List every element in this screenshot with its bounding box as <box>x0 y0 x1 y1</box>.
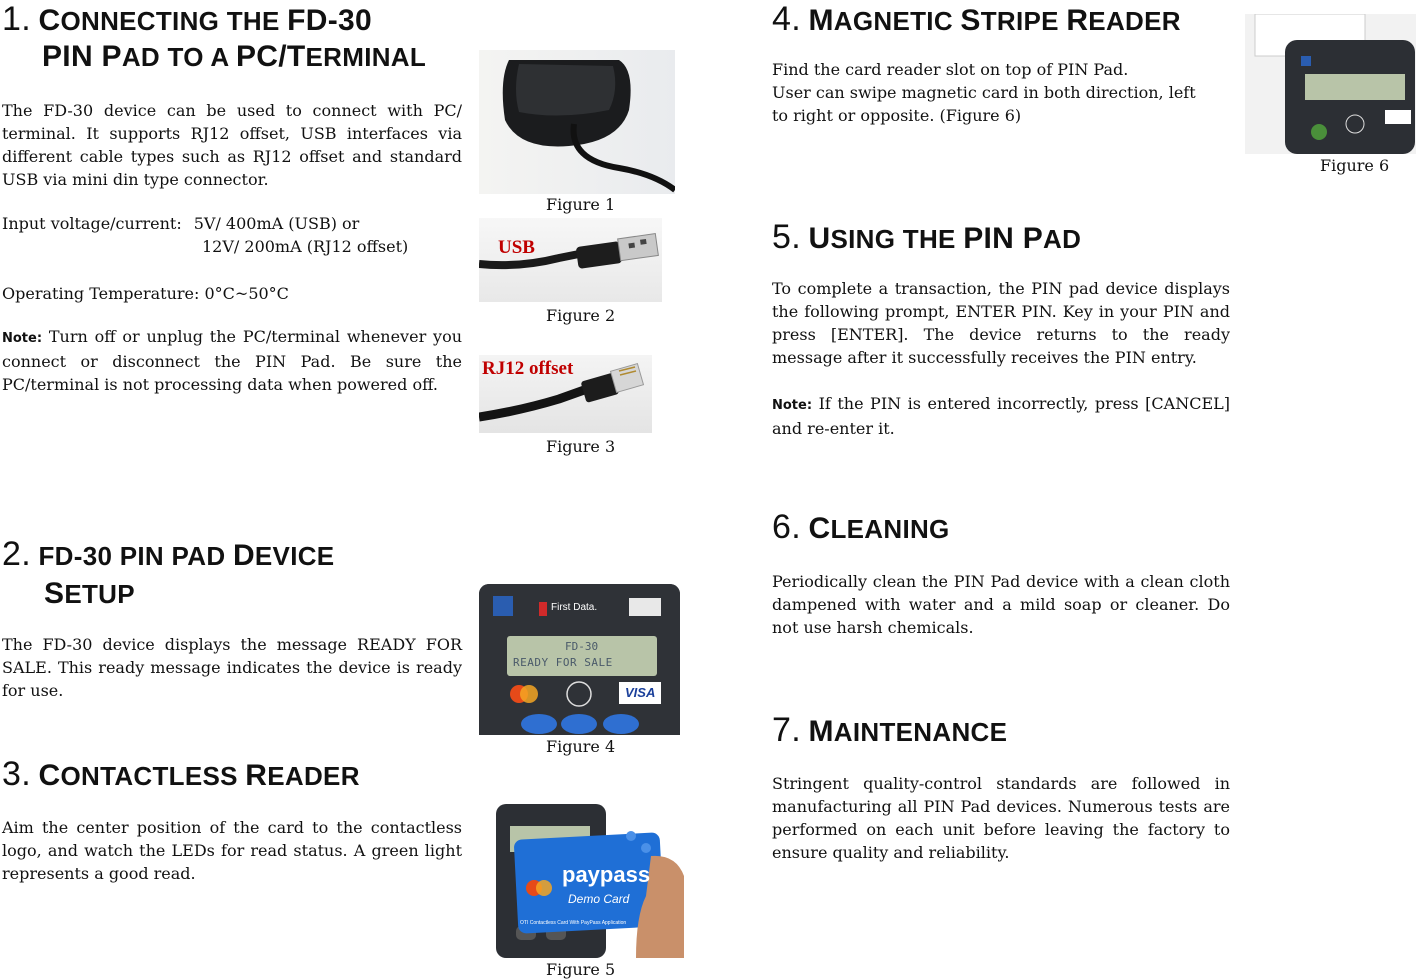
usb-label: USB <box>498 237 535 258</box>
section-number: 1. <box>2 0 31 38</box>
section-5-body: To complete a transaction, the PIN pad device displays the following prompt, ENTER PIN. Key in your PIN and press [ENTER]. The device returns to the ready message after it successfully receives the PIN entry. <box>772 279 1230 367</box>
section-4-body <box>772 58 1232 127</box>
figure-5-caption: Figure 5 <box>546 960 616 979</box>
section-3-body: Aim the center position of the card to the contactless logo, and watch the LEDs for read status. A green light represents a good read. <box>2 818 462 883</box>
paypass-logo: paypass <box>562 862 651 887</box>
section-3-heading: 3. CONTACTLESS READER <box>2 755 360 793</box>
figure-1-photo <box>479 50 675 194</box>
figure-2-caption: Figure 2 <box>546 306 616 325</box>
figure-4-caption: Figure 4 <box>546 737 616 756</box>
section-4-line-2: User can swipe magnetic card in both direction, left to right or opposite. (Figure 6) <box>772 83 1196 125</box>
section-1-body: The FD-30 device can be used to connect with PC/ terminal. It supports RJ12 offset, USB interfaces via different cable types such as RJ12 offset and standard USB via mini din type connector. <box>2 101 462 189</box>
section-7-body: Stringent quality-control standards are followed in manufacturing all PIN Pad devices. Numerous tests are performed on each unit before leaving the factory to ensure quality and reliability. <box>772 774 1230 862</box>
brand-logo: First Data. <box>551 602 598 613</box>
figure-3-caption: Figure 3 <box>546 437 616 456</box>
section-number: 6. <box>772 508 801 546</box>
figure-6-photo <box>1245 14 1416 154</box>
card-footer-text: OTI Contactless Card With PayPass Application <box>520 920 627 926</box>
voltage-spec: Input voltage/current: 5V/ 400mA (USB) or 12V/ 200mA (RJ12 offset) <box>2 214 409 256</box>
lcd-line-2: READY FOR SALE <box>513 656 613 669</box>
section-number: 2. <box>2 535 31 573</box>
operating-temperature: Operating Temperature: 0°C~50°C <box>2 284 289 303</box>
section-5-note: Note: If the PIN is entered incorrectly, press [CANCEL] and re-enter it. <box>772 394 1230 438</box>
section-number: 7. <box>772 711 801 749</box>
section-number: 3. <box>2 755 31 793</box>
section-6-heading: 6. CLEANING <box>772 508 950 546</box>
section-4-heading: 4. MAGNETIC STRIPE READER <box>772 0 1181 38</box>
section-1-note: Note: Turn off or unplug the PC/terminal whenever you connect or disconnect the PIN Pad. Be sure the PC/terminal is not processing data when powered off. <box>2 327 462 394</box>
figure-2-photo <box>479 218 662 302</box>
figure-5-photo <box>486 796 684 958</box>
section-number: 4. <box>772 0 801 38</box>
section-2-body: The FD-30 device displays the message READY FOR SALE. This ready message indicates the device is ready for use. <box>2 635 462 700</box>
figure-4-photo <box>479 584 680 735</box>
section-7-heading: 7. MAINTENANCE <box>772 711 1008 749</box>
demo-card-label: Demo Card <box>568 892 630 906</box>
section-6-body: Periodically clean the PIN Pad device with a clean cloth dampened with water and a mild soap or cleaner. Do not use harsh chemicals. <box>772 572 1230 637</box>
figure-6-caption: Figure 6 <box>1320 156 1390 175</box>
section-1-heading: 1. CONNECTING THE FD-30 PIN PAD TO A PC/TERMINAL <box>2 0 427 73</box>
rj12-offset-label: RJ12 offset <box>482 358 574 379</box>
section-5-heading: 5. USING THE PIN PAD <box>772 218 1082 256</box>
section-2-heading: 2. FD-30 PIN PAD DEVICE SETUP <box>2 535 335 610</box>
visa-logo: VISA <box>625 685 656 700</box>
figure-1-caption: Figure 1 <box>546 195 616 214</box>
section-4-line-1: Find the card reader slot on top of PIN Pad. <box>772 60 1129 79</box>
lcd-line-1: FD-30 <box>565 640 599 653</box>
section-number: 5. <box>772 218 801 256</box>
